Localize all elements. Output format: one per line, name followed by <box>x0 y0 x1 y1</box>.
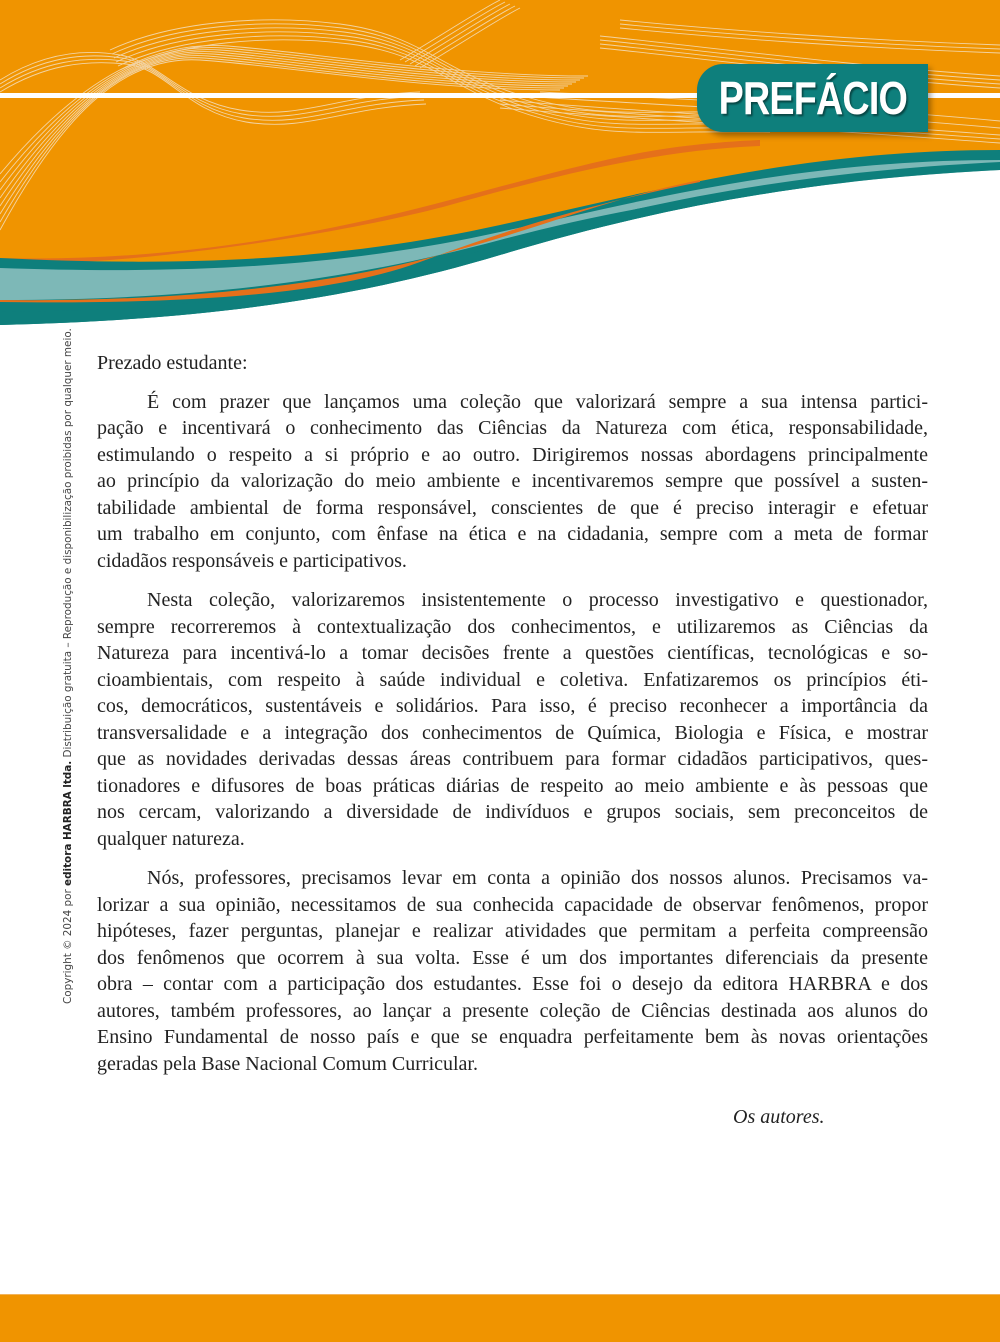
text-line: dos fenômenos que ocorrem à sua volta. Esse é um dos importantes diferenciais da presente <box>97 946 928 969</box>
paragraph-1 <box>97 389 928 575</box>
text-line: transversalidade e a integração dos conhecimentos de Química, Biologia e Física, e mostrar <box>97 721 928 744</box>
text-line: ao princípio da valorização do meio ambiente e incentivaremos sempre que possível a susten- <box>97 470 928 492</box>
text-line: Ensino Fundamental de nosso país e que se enquadra perfeitamente bem às novas orientações <box>97 1026 928 1048</box>
text-line: cidadãos responsáveis e participativos. <box>97 549 407 572</box>
copyright-prefix: Copyright © 2024 por <box>62 885 74 1004</box>
paragraph-2 <box>97 587 928 852</box>
text-line: um trabalho em conjunto, com ênfase na ética e na cidadania, sempre com a meta de formar <box>97 523 928 545</box>
preface-body <box>97 350 928 1090</box>
paragraph-3 <box>97 865 928 1077</box>
text-line: cioambientais, com respeito à saúde individual e coletiva. Enfatizaremos os princípios éti- <box>97 668 928 691</box>
text-line: pação e incentivará o conhecimento das Ciências da Natureza com ética, responsabilidade, <box>97 417 928 439</box>
text-line: É com prazer que lançamos uma coleção que valorizará sempre a sua intensa partici- <box>147 390 928 413</box>
text-line: cos, democráticos, sustentáveis e solidários. Para isso, é preciso reconhecer a importância da <box>97 695 928 717</box>
text-line: tionadores e difusores de boas práticas diárias de respeito ao meio ambiente e às pessoas que <box>97 774 928 797</box>
footer-bar <box>0 1294 1000 1342</box>
text-line: Natureza para incentivá-lo a tomar decisões frente a questões científicas, tecnológicas e so- <box>97 642 928 664</box>
header-wave-banner <box>0 0 1000 335</box>
signature: Os autores. <box>733 1106 825 1128</box>
text-line: hipóteses, fazer perguntas, planejar e realizar atividades que permitam a perfeita compreensão <box>97 920 928 942</box>
text-line: obra – contar com a participação dos estudantes. Esse foi o desejo da editora HARBRA e dos <box>97 973 928 995</box>
text-line: estimulando o respeito a si próprio e ao outro. Dirigiremos nossas abordagens principalmente <box>97 443 928 466</box>
page-title: PREFÁCIO <box>718 72 907 124</box>
greeting: Prezado estudante: <box>97 352 248 374</box>
text-line: autores, também professores, ao lançar a presente coleção de Ciências destinada aos alunos do <box>97 999 928 1022</box>
text-line: sempre recorreremos à contextualização dos conhecimentos, e utilizaremos as Ciências da <box>97 615 928 638</box>
text-line: lorizar a sua opinião, necessitamos de sua conhecida capacidade de observar fenômenos, propor <box>97 893 928 916</box>
text-line: geradas pela Base Nacional Comum Curricular. <box>97 1052 478 1075</box>
text-line: qualquer natureza. <box>97 827 245 850</box>
copyright-side-note <box>62 328 74 1004</box>
copyright-publisher: editora HARBRA ltda. <box>62 760 74 886</box>
title-tab <box>697 64 928 132</box>
copyright-suffix: Distribuição gratuita – Reprodução e disponibilização proibidas por qualquer meio. <box>62 328 74 761</box>
text-line: que as novidades derivadas dessas áreas contribuem para formar cidadãos participativos, ques- <box>97 748 928 770</box>
text-line: Nós, professores, precisamos levar em conta a opinião dos nossos alunos. Precisamos va- <box>147 867 928 889</box>
text-line: tabilidade ambiental de forma responsável, conscientes de que é preciso interagir e efetuar <box>97 496 928 519</box>
text-line: Nesta coleção, valorizaremos insistentemente o processo investigativo e questionador, <box>147 589 928 611</box>
text-line: nos cercam, valorizando a diversidade de indivíduos e grupos sociais, sem preconceitos de <box>97 801 928 823</box>
